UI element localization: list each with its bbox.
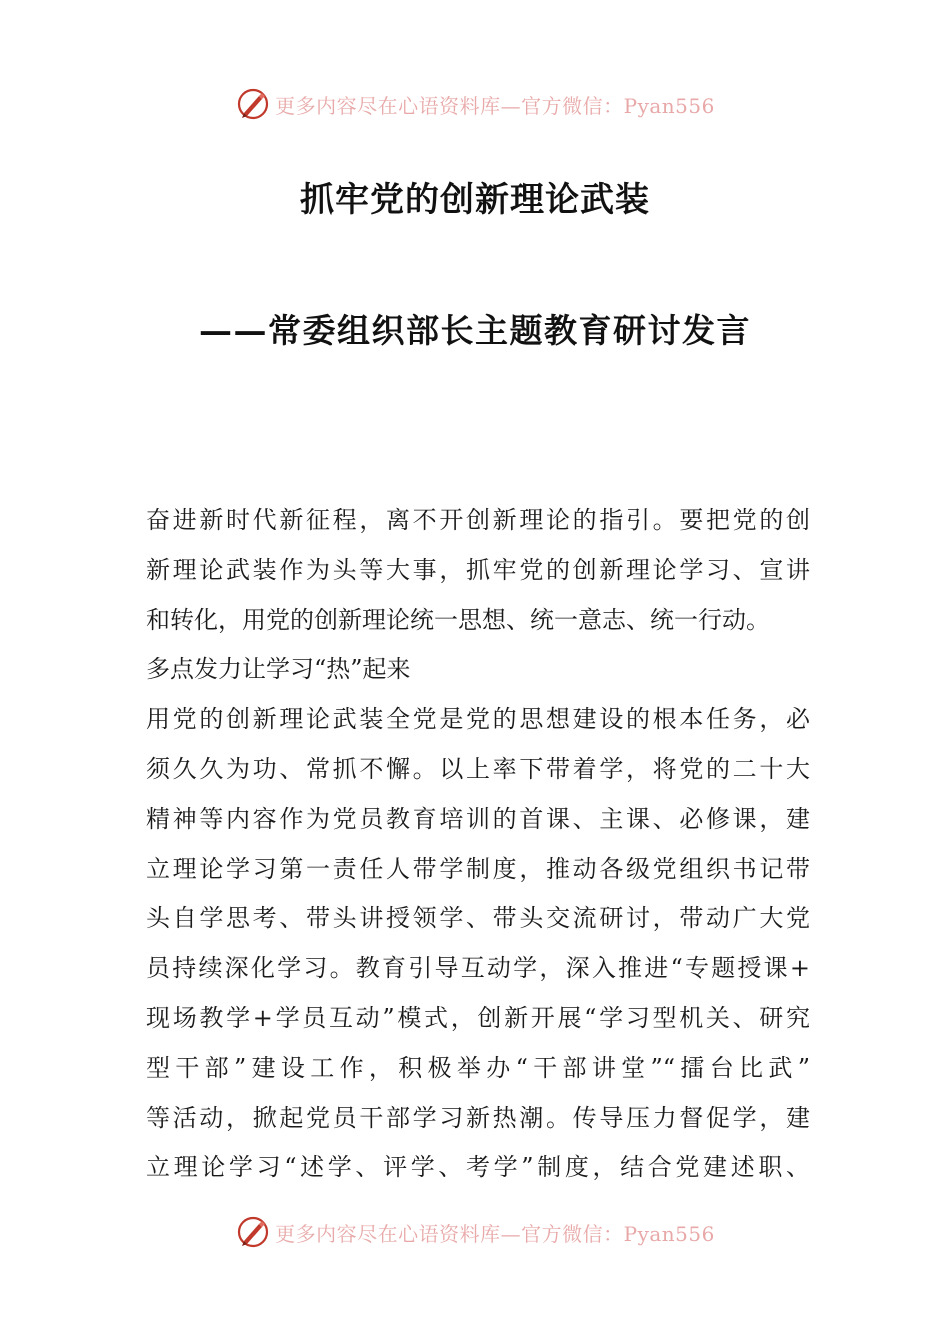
document-subtitle: ——常委组织部长主题教育研讨发言 bbox=[199, 311, 751, 350]
watermark-banner-bottom bbox=[0, 1210, 950, 1254]
body-line: 现场教学+学员互动”模式，创新开展“学习型机关、研究 bbox=[146, 1003, 810, 1032]
body-line: 用党的创新理论武装全党是党的思想建设的根本任务，必 bbox=[146, 705, 810, 734]
watermark-text: 更多内容尽在心语资料库—官方微信：Pyan556 bbox=[275, 93, 715, 118]
watermark-banner-top bbox=[0, 82, 950, 126]
body-line: 和转化，用党的创新理论统一思想、统一意志、统一行动。 bbox=[146, 605, 770, 634]
document-body bbox=[146, 496, 810, 1193]
pen-in-circle-logo-icon bbox=[235, 86, 271, 122]
body-line: 型干部”建设工作，积极举办“干部讲堂”“擂台比武” bbox=[146, 1053, 810, 1082]
body-line: 立理论学习第一责任人带学制度，推动各级党组织书记带 bbox=[146, 854, 810, 883]
section-heading: 多点发力让学习“热”起来 bbox=[146, 655, 411, 684]
body-line: 立理论学习“述学、评学、考学”制度，结合党建述职、 bbox=[146, 1153, 810, 1182]
body-line: 新理论武装作为头等大事，抓牢党的创新理论学习、宣讲 bbox=[146, 555, 810, 584]
pen-in-circle-logo-icon bbox=[235, 1214, 271, 1250]
watermark-text: 更多内容尽在心语资料库—官方微信：Pyan556 bbox=[275, 1221, 715, 1246]
body-line: 须久久为功、常抓不懈。以上率下带着学，将党的二十大 bbox=[146, 754, 810, 783]
body-line: 头自学思考、带头讲授领学、带头交流研讨，带动广大党 bbox=[146, 904, 810, 933]
body-line: 员持续深化学习。教育引导互动学，深入推进“专题授课+ bbox=[146, 954, 810, 983]
document-title: 抓牢党的创新理论武装 bbox=[300, 180, 650, 220]
body-line: 等活动，掀起党员干部学习新热潮。传导压力督促学，建 bbox=[146, 1103, 810, 1132]
body-line: 奋进新时代新征程，离不开创新理论的指引。要把党的创 bbox=[146, 506, 810, 534]
body-line: 精神等内容作为党员教育培训的首课、主课、必修课，建 bbox=[146, 804, 810, 833]
